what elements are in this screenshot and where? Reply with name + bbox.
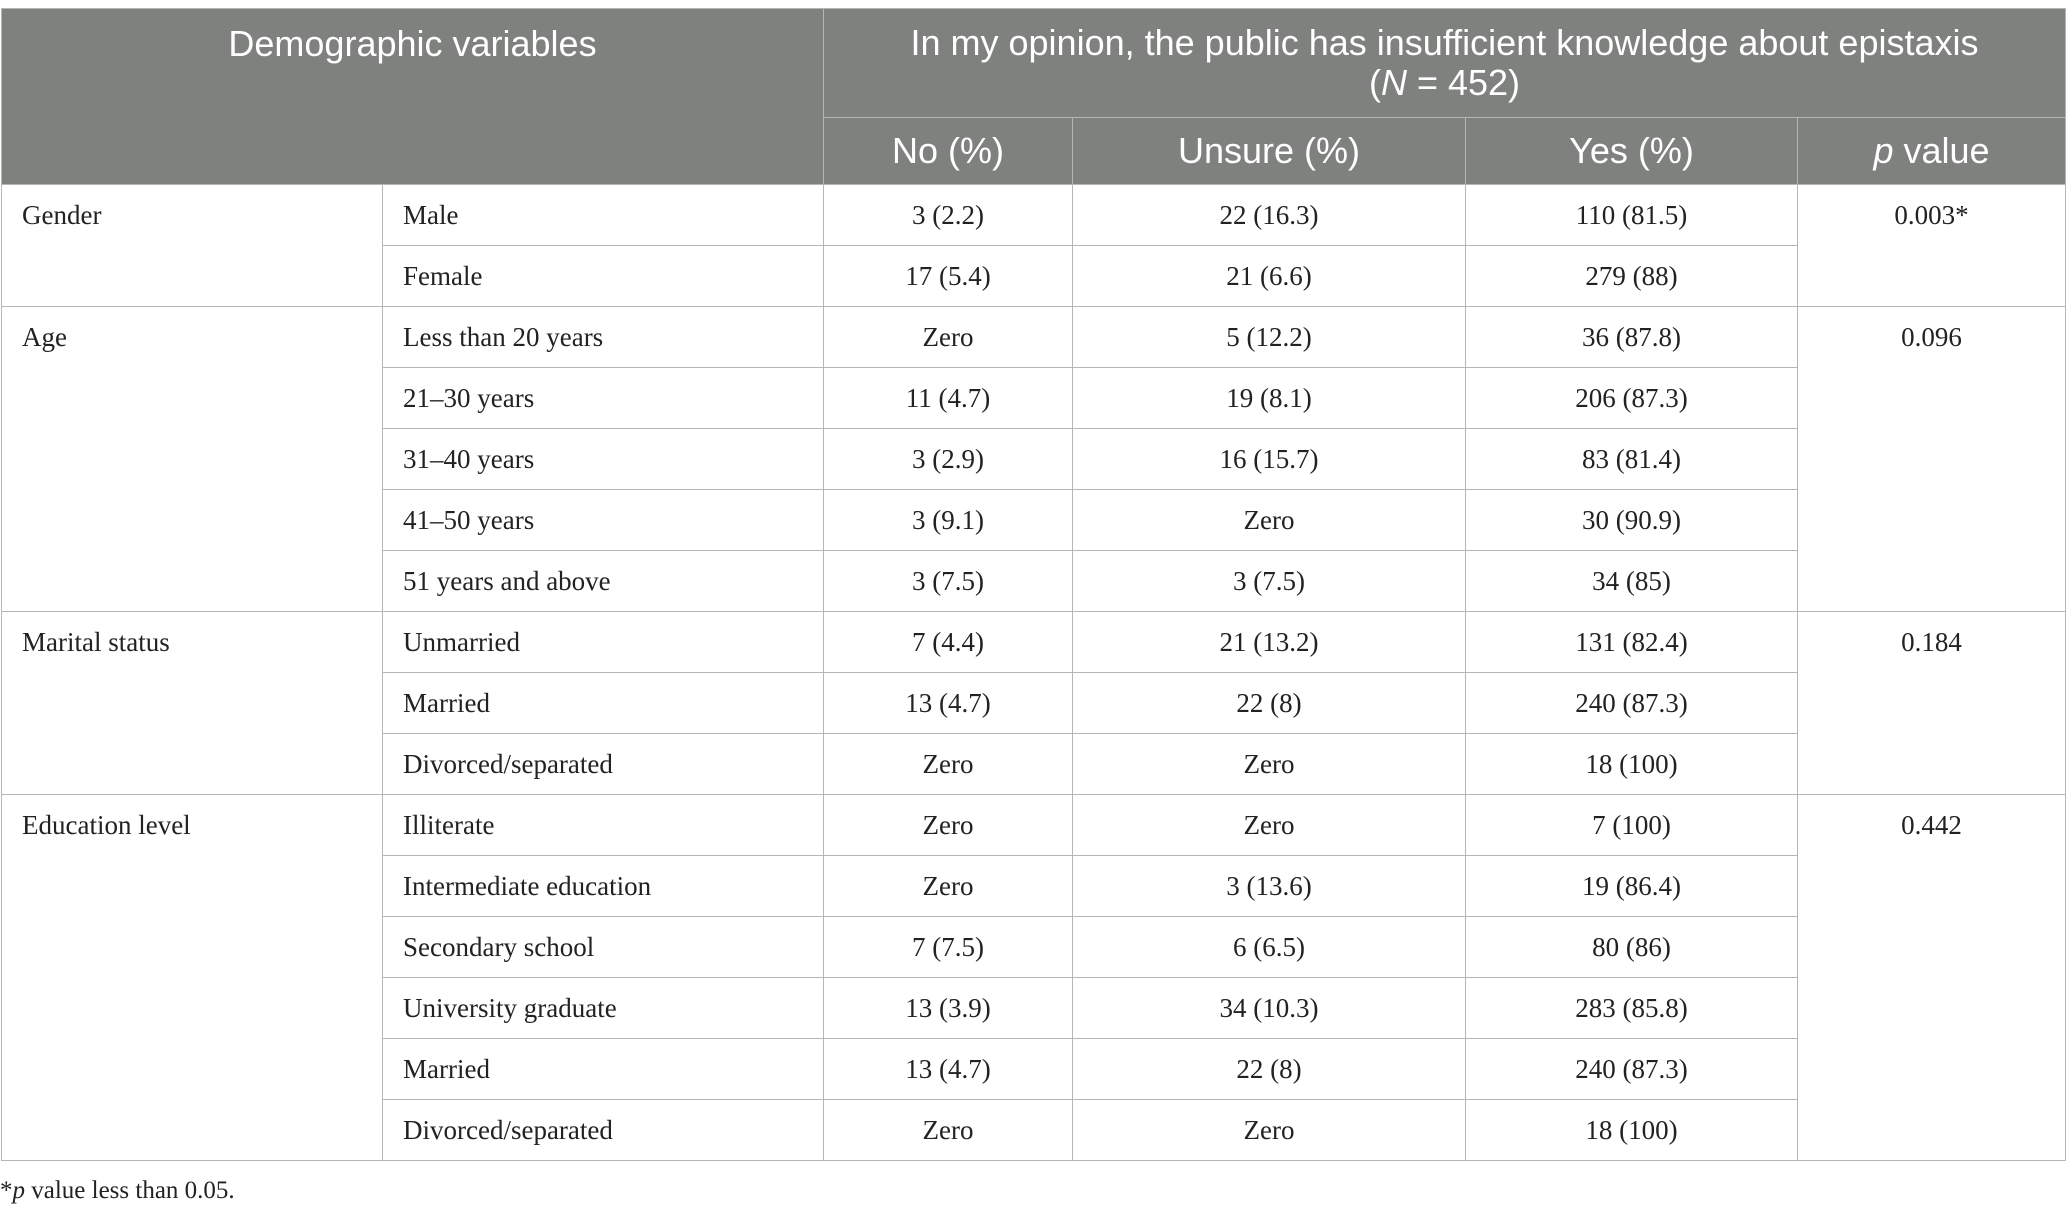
no-cell: 17 (5.4): [824, 246, 1073, 307]
yes-cell: 80 (86): [1466, 917, 1798, 978]
no-cell: 7 (4.4): [824, 612, 1073, 673]
no-cell: Zero: [824, 734, 1073, 795]
yes-cell: 240 (87.3): [1466, 673, 1798, 734]
variable-cell: University graduate: [383, 978, 824, 1039]
unsure-cell: 21 (6.6): [1073, 246, 1466, 307]
unsure-cell: 19 (8.1): [1073, 368, 1466, 429]
unsure-cell: 6 (6.5): [1073, 917, 1466, 978]
no-cell: 13 (3.9): [824, 978, 1073, 1039]
yes-cell: 110 (81.5): [1466, 185, 1798, 246]
unsure-cell: 3 (7.5): [1073, 551, 1466, 612]
variable-cell: Unmarried: [383, 612, 824, 673]
p-value-cell: 0.442: [1798, 795, 2066, 1161]
header-p-rest: value: [1893, 130, 1990, 171]
footnote-star: *: [0, 1177, 13, 1204]
header-p-value: [1798, 118, 2066, 185]
p-value-cell: 0.096: [1798, 307, 2066, 612]
header-n-value: = 452): [1406, 62, 1521, 103]
no-cell: 7 (7.5): [824, 917, 1073, 978]
yes-cell: 283 (85.8): [1466, 978, 1798, 1039]
table-body: [2, 185, 2066, 1161]
no-cell: Zero: [824, 795, 1073, 856]
yes-cell: 18 (100): [1466, 1100, 1798, 1161]
unsure-cell: 22 (8): [1073, 1039, 1466, 1100]
variable-cell: Intermediate education: [383, 856, 824, 917]
no-cell: 11 (4.7): [824, 368, 1073, 429]
variable-cell: Male: [383, 185, 824, 246]
variable-cell: Married: [383, 673, 824, 734]
header-no: No (%): [824, 118, 1073, 185]
variable-cell: 51 years and above: [383, 551, 824, 612]
footnote-text: value less than 0.05.: [25, 1177, 235, 1204]
table-header: [2, 9, 2066, 185]
category-cell: Age: [2, 307, 383, 612]
category-cell: Education level: [2, 795, 383, 1161]
no-cell: 3 (2.9): [824, 429, 1073, 490]
variable-cell: Divorced/separated: [383, 1100, 824, 1161]
yes-cell: 240 (87.3): [1466, 1039, 1798, 1100]
yes-cell: 19 (86.4): [1466, 856, 1798, 917]
table-row: [2, 612, 2066, 673]
variable-cell: Secondary school: [383, 917, 824, 978]
unsure-cell: Zero: [1073, 734, 1466, 795]
category-cell: Marital status: [2, 612, 383, 795]
unsure-cell: 22 (8): [1073, 673, 1466, 734]
table-row: [2, 307, 2066, 368]
no-cell: 3 (2.2): [824, 185, 1073, 246]
unsure-cell: Zero: [1073, 795, 1466, 856]
table-container: [0, 8, 2067, 1205]
unsure-cell: 34 (10.3): [1073, 978, 1466, 1039]
variable-cell: Divorced/separated: [383, 734, 824, 795]
no-cell: 13 (4.7): [824, 673, 1073, 734]
no-cell: Zero: [824, 307, 1073, 368]
category-cell: Gender: [2, 185, 383, 307]
variable-cell: 31–40 years: [383, 429, 824, 490]
yes-cell: 36 (87.8): [1466, 307, 1798, 368]
unsure-cell: Zero: [1073, 490, 1466, 551]
variable-cell: 41–50 years: [383, 490, 824, 551]
table-row: [2, 795, 2066, 856]
no-cell: Zero: [824, 856, 1073, 917]
no-cell: 3 (7.5): [824, 551, 1073, 612]
yes-cell: 18 (100): [1466, 734, 1798, 795]
header-unsure: Unsure (%): [1073, 118, 1466, 185]
yes-cell: 83 (81.4): [1466, 429, 1798, 490]
unsure-cell: 5 (12.2): [1073, 307, 1466, 368]
yes-cell: 30 (90.9): [1466, 490, 1798, 551]
yes-cell: 34 (85): [1466, 551, 1798, 612]
yes-cell: 206 (87.3): [1466, 368, 1798, 429]
yes-cell: 7 (100): [1466, 795, 1798, 856]
footnote: [0, 1177, 2067, 1205]
yes-cell: 279 (88): [1466, 246, 1798, 307]
variable-cell: Illiterate: [383, 795, 824, 856]
variable-cell: 21–30 years: [383, 368, 824, 429]
unsure-cell: 21 (13.2): [1073, 612, 1466, 673]
unsure-cell: 22 (16.3): [1073, 185, 1466, 246]
no-cell: 13 (4.7): [824, 1039, 1073, 1100]
header-n-letter: N: [1380, 62, 1407, 103]
no-cell: Zero: [824, 1100, 1073, 1161]
p-value-cell: 0.003*: [1798, 185, 2066, 307]
yes-cell: 131 (82.4): [1466, 612, 1798, 673]
variable-cell: Female: [383, 246, 824, 307]
unsure-cell: 16 (15.7): [1073, 429, 1466, 490]
header-n-label: (N = 452): [1368, 62, 1521, 103]
unsure-cell: 3 (13.6): [1073, 856, 1466, 917]
no-cell: 3 (9.1): [824, 490, 1073, 551]
variable-cell: Married: [383, 1039, 824, 1100]
header-yes: Yes (%): [1466, 118, 1798, 185]
header-p-italic: p: [1873, 130, 1894, 171]
header-demographic: Demographic variables: [2, 9, 824, 185]
p-value-cell: 0.184: [1798, 612, 2066, 795]
unsure-cell: Zero: [1073, 1100, 1466, 1161]
variable-cell: Less than 20 years: [383, 307, 824, 368]
survey-table: [1, 8, 2066, 1161]
header-question-text: In my opinion, the public has insufficient knowledge about epistaxis: [910, 22, 1979, 63]
table-row: [2, 185, 2066, 246]
header-question: [824, 9, 2066, 118]
footnote-p: p: [12, 1177, 25, 1204]
